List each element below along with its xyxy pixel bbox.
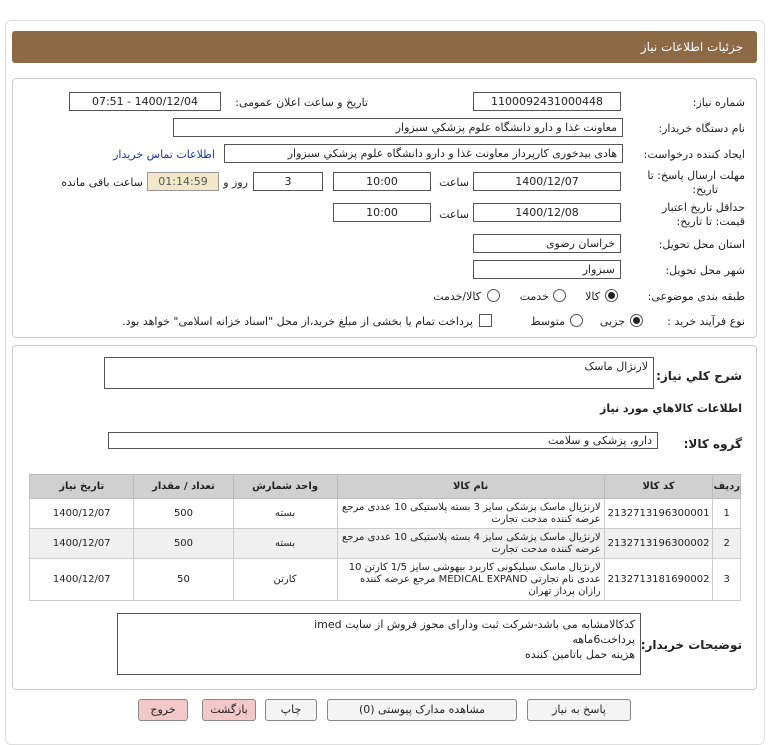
goods-info-title: اطلاعات کالاهاي مورد نياز: [600, 402, 742, 415]
item-unit: بسته: [233, 529, 337, 559]
category-service-label: خدمت: [519, 290, 549, 303]
goods-table: [29, 474, 741, 601]
col-code-header: کد کالا: [604, 475, 713, 499]
goods-group-field: دارو، پزشکی و سلامت: [108, 432, 658, 449]
delivery-province-field: خراسان رضوی: [473, 234, 621, 253]
item-unit: کارتن: [233, 559, 337, 601]
delivery-province-label: استان محل تحویل:: [658, 238, 745, 251]
col-unit-header: واحد شمارش: [233, 475, 337, 499]
price-validity-label-2: قیمت: تا تاریخ:: [676, 215, 745, 228]
purchase-medium-radio[interactable]: [570, 314, 583, 327]
days-label: روز و: [223, 176, 248, 189]
row-number: 1: [713, 499, 741, 529]
col-qty-header: تعداد / مقدار: [134, 475, 233, 499]
response-deadline-label: مهلت ارسال پاسخ: تا: [647, 169, 745, 182]
need-number-field: 1100092431000448: [473, 92, 621, 111]
item-qty: 50: [134, 559, 233, 601]
print-button[interactable]: چاپ: [265, 699, 317, 721]
item-code: 2132713196300001: [604, 499, 713, 529]
delivery-city-field: سبزوار: [473, 260, 621, 279]
price-validity-date-field: 1400/12/08: [473, 203, 621, 222]
purchase-minor-label: جزیی: [599, 315, 625, 328]
announce-datetime-field: 1400/12/04 - 07:51: [69, 92, 221, 111]
remaining-days-field: 3: [253, 172, 323, 191]
buyer-notes-line: کدکالامشابه می باشد-شرکت ثبت ودارای مجوز فروش از سایت imed: [314, 618, 635, 631]
item-date: 1400/12/07: [30, 499, 134, 529]
buyer-org-label: نام دستگاه خریدار:: [658, 122, 745, 135]
purchase-type-label: نوع فرآیند خرید :: [667, 315, 745, 328]
item-code: 2132713181690002: [604, 559, 713, 601]
response-time-label: ساعت: [439, 176, 469, 189]
treasury-docs-label: پرداخت تمام یا بخشی از مبلغ خرید،از محل "اسناد خزانه اسلامی" خواهد بود.: [122, 315, 473, 328]
buyer-notes-line: پرداخت6ماهه: [572, 633, 635, 646]
item-name: لارنژیال ماسک پزشکی سایز 4 بسته پلاستیکی 10 عددی مرجع عرضه کننده مدحت تجارت: [337, 529, 604, 559]
delivery-city-label: شهر محل تحویل:: [665, 264, 745, 277]
remaining-label: ساعت باقی مانده: [61, 176, 143, 189]
response-date-field: 1400/12/07: [473, 172, 621, 191]
back-button[interactable]: بازگشت: [202, 699, 256, 721]
purchase-minor-radio[interactable]: [630, 314, 643, 327]
col-name-header: نام کالا: [337, 475, 604, 499]
item-code: 2132713196300002: [604, 529, 713, 559]
table-row: [30, 529, 741, 559]
announce-datetime-label: تاریخ و ساعت اعلان عمومی:: [235, 96, 368, 109]
treasury-docs-checkbox[interactable]: [479, 314, 492, 327]
general-description-label: شرح کلي نياز:: [656, 369, 742, 383]
buyer-notes-field: [117, 613, 641, 675]
buyer-notes-label: توضیحات خریدار:: [640, 638, 742, 652]
buyer-org-field: معاونت غذا و دارو دانشگاه علوم پزشکي سبزوار: [173, 118, 623, 137]
price-validity-label: حداقل تاریخ اعتبار: [661, 201, 745, 214]
need-number-label: شماره نیاز:: [692, 96, 745, 109]
remaining-time-field: 01:14:59: [147, 172, 219, 191]
goods-group-label: گروه کالا:: [683, 437, 742, 451]
category-service-radio[interactable]: [553, 289, 566, 302]
item-name: لارنژیال ماسک سیلیکونی کاربرد بیهوشی سایز 1/5 کارتن 10 عددی نام تجارتی MEDICAL EXPAND مرجع عرضه کننده رازان پرداز تهران: [337, 559, 604, 601]
page-title: جزئیات اطلاعات نیاز: [12, 31, 757, 63]
table-row: [30, 559, 741, 601]
item-unit: بسته: [233, 499, 337, 529]
requester-label: ایجاد کننده درخواست:: [643, 148, 745, 161]
price-validity-time-label: ساعت: [439, 208, 469, 221]
row-number: 2: [713, 529, 741, 559]
col-row-header: ردیف: [713, 475, 741, 499]
row-number: 3: [713, 559, 741, 601]
category-goods-service-radio[interactable]: [487, 289, 500, 302]
category-goods-radio[interactable]: [605, 289, 618, 302]
requester-field: هادی بیدخوری کارپرداز معاونت غذا و دارو دانشگاه علوم پزشکي سبزوار: [224, 144, 623, 163]
response-time-field: 10:00: [333, 172, 431, 191]
view-attachments-button[interactable]: مشاهده مدارک پیوستی (0): [327, 699, 517, 721]
reply-button[interactable]: پاسخ به نیاز: [527, 699, 631, 721]
price-validity-time-field: 10:00: [333, 203, 431, 222]
general-description-field: لارنژال ماسک: [104, 357, 654, 389]
response-deadline-label-2: تاریخ:: [692, 183, 718, 196]
item-name: لارنژیال ماسک پزشکی سایز 3 بسته پلاستیکی 10 عددی مرجع عرضه کننده مدحت تجارت: [337, 499, 604, 529]
item-date: 1400/12/07: [30, 559, 134, 601]
item-qty: 500: [134, 529, 233, 559]
category-goods-service-label: کالا/خدمت: [433, 290, 481, 303]
category-goods-label: کالا: [585, 290, 600, 303]
buyer-notes-line: هزینه حمل باتامین کننده: [525, 648, 635, 661]
item-qty: 500: [134, 499, 233, 529]
table-row: [30, 499, 741, 529]
col-date-header: تاریخ نیاز: [30, 475, 134, 499]
buyer-contact-link[interactable]: اطلاعات تماس خریدار: [113, 148, 215, 161]
purchase-medium-label: متوسط: [530, 315, 565, 328]
category-label: طبقه بندی موضوعی:: [647, 290, 745, 303]
item-date: 1400/12/07: [30, 529, 134, 559]
exit-button[interactable]: خروج: [138, 699, 188, 721]
